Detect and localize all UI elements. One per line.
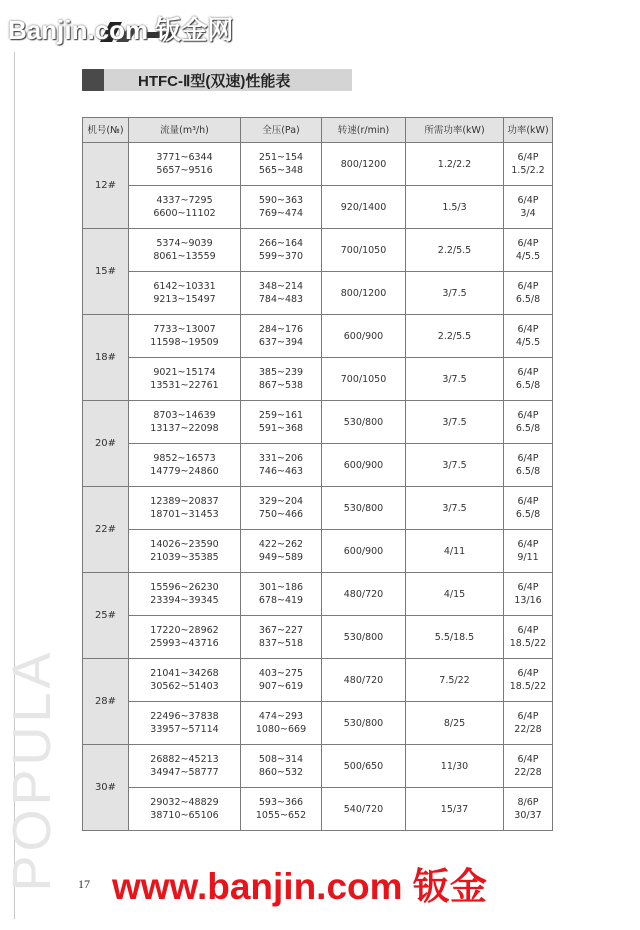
power-kw: 4/5.5 <box>515 337 541 348</box>
model-cell: 12# <box>83 143 129 229</box>
speed-cell: 500/650 <box>322 745 406 788</box>
power-kw: 22/28 <box>514 724 542 735</box>
power-poles: 6/4P <box>517 711 539 722</box>
pressure-high: 1080~669 <box>255 724 307 735</box>
power-required-cell: 1.2/2.2 <box>406 143 504 186</box>
title-marker <box>82 69 104 91</box>
model-cell: 25# <box>83 573 129 659</box>
pressure-high: 867~538 <box>258 380 304 391</box>
power-required-cell: 15/37 <box>406 788 504 831</box>
flow-cell <box>129 143 241 186</box>
header-pressure: 全压(Pa) <box>241 118 322 143</box>
model-cell: 22# <box>83 487 129 573</box>
table-row <box>83 272 553 315</box>
power-kw: 18.5/22 <box>509 638 547 649</box>
flow-high: 18701~31453 <box>150 509 219 520</box>
power-cell <box>504 358 553 401</box>
page-number: 17 <box>78 877 90 891</box>
pressure-high: 591~368 <box>258 423 304 434</box>
speed-cell: 600/900 <box>322 444 406 487</box>
power-kw: 3/4 <box>520 208 536 219</box>
power-required-cell: 11/30 <box>406 745 504 788</box>
pressure-high: 907~619 <box>258 681 304 692</box>
pressure-cell <box>241 143 322 186</box>
power-poles: 6/4P <box>517 539 539 550</box>
flow-low: 17220~28962 <box>150 625 219 636</box>
power-required-cell: 3/7.5 <box>406 444 504 487</box>
power-required-cell: 4/15 <box>406 573 504 616</box>
table-row <box>83 229 553 272</box>
flow-low: 21041~34268 <box>150 668 219 679</box>
pressure-cell <box>241 358 322 401</box>
table-row <box>83 530 553 573</box>
power-kw: 6.5/8 <box>515 466 541 477</box>
table-row <box>83 487 553 530</box>
flow-high: 14779~24860 <box>150 466 219 477</box>
table-row <box>83 186 553 229</box>
pressure-low: 331~206 <box>258 453 304 464</box>
pressure-high: 678~419 <box>258 595 304 606</box>
table-row <box>83 788 553 831</box>
power-required-cell: 1.5/3 <box>406 186 504 229</box>
power-poles: 6/4P <box>517 238 539 249</box>
header-speed: 转速(r/min) <box>322 118 406 143</box>
flow-cell <box>129 487 241 530</box>
power-required-cell: 3/7.5 <box>406 272 504 315</box>
power-poles: 6/4P <box>517 281 539 292</box>
flow-cell <box>129 186 241 229</box>
power-kw: 6.5/8 <box>515 509 541 520</box>
pressure-high: 784~483 <box>258 294 304 305</box>
model-cell: 28# <box>83 659 129 745</box>
pressure-cell <box>241 272 322 315</box>
power-cell <box>504 444 553 487</box>
pressure-high: 1055~652 <box>255 810 307 821</box>
pressure-low: 301~186 <box>258 582 304 593</box>
flow-low: 6142~10331 <box>153 281 216 292</box>
flow-cell <box>129 272 241 315</box>
pressure-low: 403~275 <box>258 668 304 679</box>
power-poles: 6/4P <box>517 367 539 378</box>
model-cell: 18# <box>83 315 129 401</box>
power-kw: 4/5.5 <box>515 251 541 262</box>
pressure-low: 422~262 <box>258 539 304 550</box>
pressure-cell <box>241 616 322 659</box>
power-cell <box>504 229 553 272</box>
flow-high: 5657~9516 <box>156 165 213 176</box>
speed-cell: 800/1200 <box>322 272 406 315</box>
power-cell <box>504 745 553 788</box>
model-cell: 20# <box>83 401 129 487</box>
flow-high: 38710~65106 <box>150 810 219 821</box>
flow-low: 9021~15174 <box>153 367 216 378</box>
speed-cell: 920/1400 <box>322 186 406 229</box>
power-poles: 6/4P <box>517 668 539 679</box>
power-required-cell: 3/7.5 <box>406 358 504 401</box>
pressure-high: 565~348 <box>258 165 304 176</box>
table-row <box>83 401 553 444</box>
flow-cell <box>129 530 241 573</box>
speed-cell: 700/1050 <box>322 358 406 401</box>
pressure-high: 949~589 <box>258 552 304 563</box>
pressure-high: 750~466 <box>258 509 304 520</box>
flow-cell <box>129 573 241 616</box>
power-cell <box>504 616 553 659</box>
table-row <box>83 659 553 702</box>
power-cell <box>504 788 553 831</box>
power-poles: 6/4P <box>517 195 539 206</box>
power-kw: 1.5/2.2 <box>511 165 545 176</box>
power-kw: 18.5/22 <box>509 681 547 692</box>
page-title: HTFC-Ⅱ型(双速)性能表 <box>138 73 291 90</box>
flow-high: 21039~35385 <box>150 552 219 563</box>
speed-cell: 530/800 <box>322 487 406 530</box>
power-kw: 6.5/8 <box>515 423 541 434</box>
power-kw: 6.5/8 <box>515 380 541 391</box>
speed-cell: 530/800 <box>322 702 406 745</box>
flow-low: 15596~26230 <box>150 582 219 593</box>
power-kw: 22/28 <box>514 767 542 778</box>
power-poles: 6/4P <box>517 152 539 163</box>
power-required-cell: 5.5/18.5 <box>406 616 504 659</box>
flow-low: 4337~7295 <box>156 195 213 206</box>
pressure-cell <box>241 186 322 229</box>
pressure-high: 769~474 <box>258 208 304 219</box>
power-kw: 9/11 <box>517 552 539 563</box>
flow-high: 30562~51403 <box>150 681 219 692</box>
model-cell: 15# <box>83 229 129 315</box>
power-poles: 6/4P <box>517 625 539 636</box>
power-required-cell: 3/7.5 <box>406 401 504 444</box>
table-row <box>83 702 553 745</box>
flow-low: 5374~9039 <box>156 238 213 249</box>
speed-cell: 480/720 <box>322 659 406 702</box>
pressure-low: 284~176 <box>258 324 304 335</box>
side-brand-watermark: POPULA <box>2 648 62 892</box>
header-row <box>83 118 553 143</box>
pressure-low: 593~366 <box>258 797 304 808</box>
table-row <box>83 745 553 788</box>
flow-high: 8061~13559 <box>153 251 216 262</box>
speed-cell: 480/720 <box>322 573 406 616</box>
pressure-high: 746~463 <box>258 466 304 477</box>
model-cell: 30# <box>83 745 129 831</box>
power-required-cell: 2.2/5.5 <box>406 315 504 358</box>
flow-cell <box>129 444 241 487</box>
flow-cell <box>129 659 241 702</box>
power-cell <box>504 315 553 358</box>
pressure-cell <box>241 315 322 358</box>
power-poles: 6/4P <box>517 453 539 464</box>
pressure-low: 266~164 <box>258 238 304 249</box>
pressure-low: 367~227 <box>258 625 304 636</box>
watermark-bottom: www.banjin.com 钣金 <box>112 866 487 907</box>
power-required-cell: 3/7.5 <box>406 487 504 530</box>
speed-cell: 600/900 <box>322 530 406 573</box>
power-poles: 6/4P <box>517 410 539 421</box>
flow-low: 9852~16573 <box>153 453 216 464</box>
pressure-cell <box>241 702 322 745</box>
pressure-high: 860~532 <box>258 767 304 778</box>
watermark-top: Banjin.com 钣金网 <box>8 15 234 45</box>
pressure-low: 474~293 <box>258 711 304 722</box>
power-cell <box>504 573 553 616</box>
performance-table <box>82 117 553 831</box>
flow-high: 9213~15497 <box>153 294 216 305</box>
power-cell <box>504 272 553 315</box>
flow-high: 13531~22761 <box>150 380 219 391</box>
speed-cell: 700/1050 <box>322 229 406 272</box>
table-row <box>83 143 553 186</box>
header-power-required: 所需功率(kW) <box>406 118 504 143</box>
flow-high: 13137~22098 <box>150 423 219 434</box>
table-row <box>83 616 553 659</box>
table-row <box>83 573 553 616</box>
pressure-low: 508~314 <box>258 754 304 765</box>
pressure-low: 348~214 <box>258 281 304 292</box>
pressure-low: 590~363 <box>258 195 304 206</box>
flow-high: 23394~39345 <box>150 595 219 606</box>
flow-high: 34947~58777 <box>150 767 219 778</box>
pressure-high: 837~518 <box>258 638 304 649</box>
pressure-cell <box>241 573 322 616</box>
speed-cell: 530/800 <box>322 616 406 659</box>
power-required-cell: 2.2/5.5 <box>406 229 504 272</box>
power-poles: 6/4P <box>517 754 539 765</box>
header-power: 功率(kW) <box>504 118 553 143</box>
flow-cell <box>129 401 241 444</box>
flow-low: 3771~6344 <box>156 152 213 163</box>
power-cell <box>504 401 553 444</box>
pressure-cell <box>241 444 322 487</box>
speed-cell: 530/800 <box>322 401 406 444</box>
header-flow: 流量(m³/h) <box>129 118 241 143</box>
flow-cell <box>129 745 241 788</box>
power-required-cell: 7.5/22 <box>406 659 504 702</box>
table-row <box>83 358 553 401</box>
power-poles: 6/4P <box>517 496 539 507</box>
power-cell <box>504 143 553 186</box>
power-cell <box>504 186 553 229</box>
power-kw: 6.5/8 <box>515 294 541 305</box>
flow-cell <box>129 702 241 745</box>
speed-cell: 540/720 <box>322 788 406 831</box>
pressure-low: 385~239 <box>258 367 304 378</box>
flow-cell <box>129 315 241 358</box>
power-cell <box>504 530 553 573</box>
power-poles: 8/6P <box>517 797 539 808</box>
power-cell <box>504 702 553 745</box>
flow-low: 12389~20837 <box>150 496 219 507</box>
power-cell <box>504 487 553 530</box>
pressure-high: 599~370 <box>258 251 304 262</box>
pressure-cell <box>241 788 322 831</box>
pressure-cell <box>241 659 322 702</box>
power-kw: 13/16 <box>514 595 542 606</box>
flow-high: 25993~43716 <box>150 638 219 649</box>
table-row <box>83 444 553 487</box>
power-cell <box>504 659 553 702</box>
power-required-cell: 4/11 <box>406 530 504 573</box>
flow-cell <box>129 229 241 272</box>
table-row <box>83 315 553 358</box>
power-poles: 6/4P <box>517 324 539 335</box>
flow-low: 7733~13007 <box>153 324 216 335</box>
flow-high: 6600~11102 <box>153 208 216 219</box>
pressure-cell <box>241 229 322 272</box>
speed-cell: 800/1200 <box>322 143 406 186</box>
pressure-low: 259~161 <box>258 410 304 421</box>
pressure-cell <box>241 401 322 444</box>
flow-cell <box>129 616 241 659</box>
power-required-cell: 8/25 <box>406 702 504 745</box>
pressure-cell <box>241 530 322 573</box>
pressure-low: 329~204 <box>258 496 304 507</box>
flow-low: 8703~14639 <box>153 410 216 421</box>
flow-low: 26882~45213 <box>150 754 219 765</box>
flow-high: 11598~19509 <box>150 337 219 348</box>
flow-low: 14026~23590 <box>150 539 219 550</box>
power-kw: 30/37 <box>514 810 542 821</box>
power-poles: 6/4P <box>517 582 539 593</box>
pressure-high: 637~394 <box>258 337 304 348</box>
flow-low: 22496~37838 <box>150 711 219 722</box>
flow-cell <box>129 358 241 401</box>
header-model: 机号(№) <box>83 118 129 143</box>
flow-low: 29032~48829 <box>150 797 219 808</box>
speed-cell: 600/900 <box>322 315 406 358</box>
flow-cell <box>129 788 241 831</box>
pressure-cell <box>241 745 322 788</box>
flow-high: 33957~57114 <box>150 724 219 735</box>
pressure-cell <box>241 487 322 530</box>
title-bar <box>82 69 352 91</box>
pressure-low: 251~154 <box>258 152 304 163</box>
